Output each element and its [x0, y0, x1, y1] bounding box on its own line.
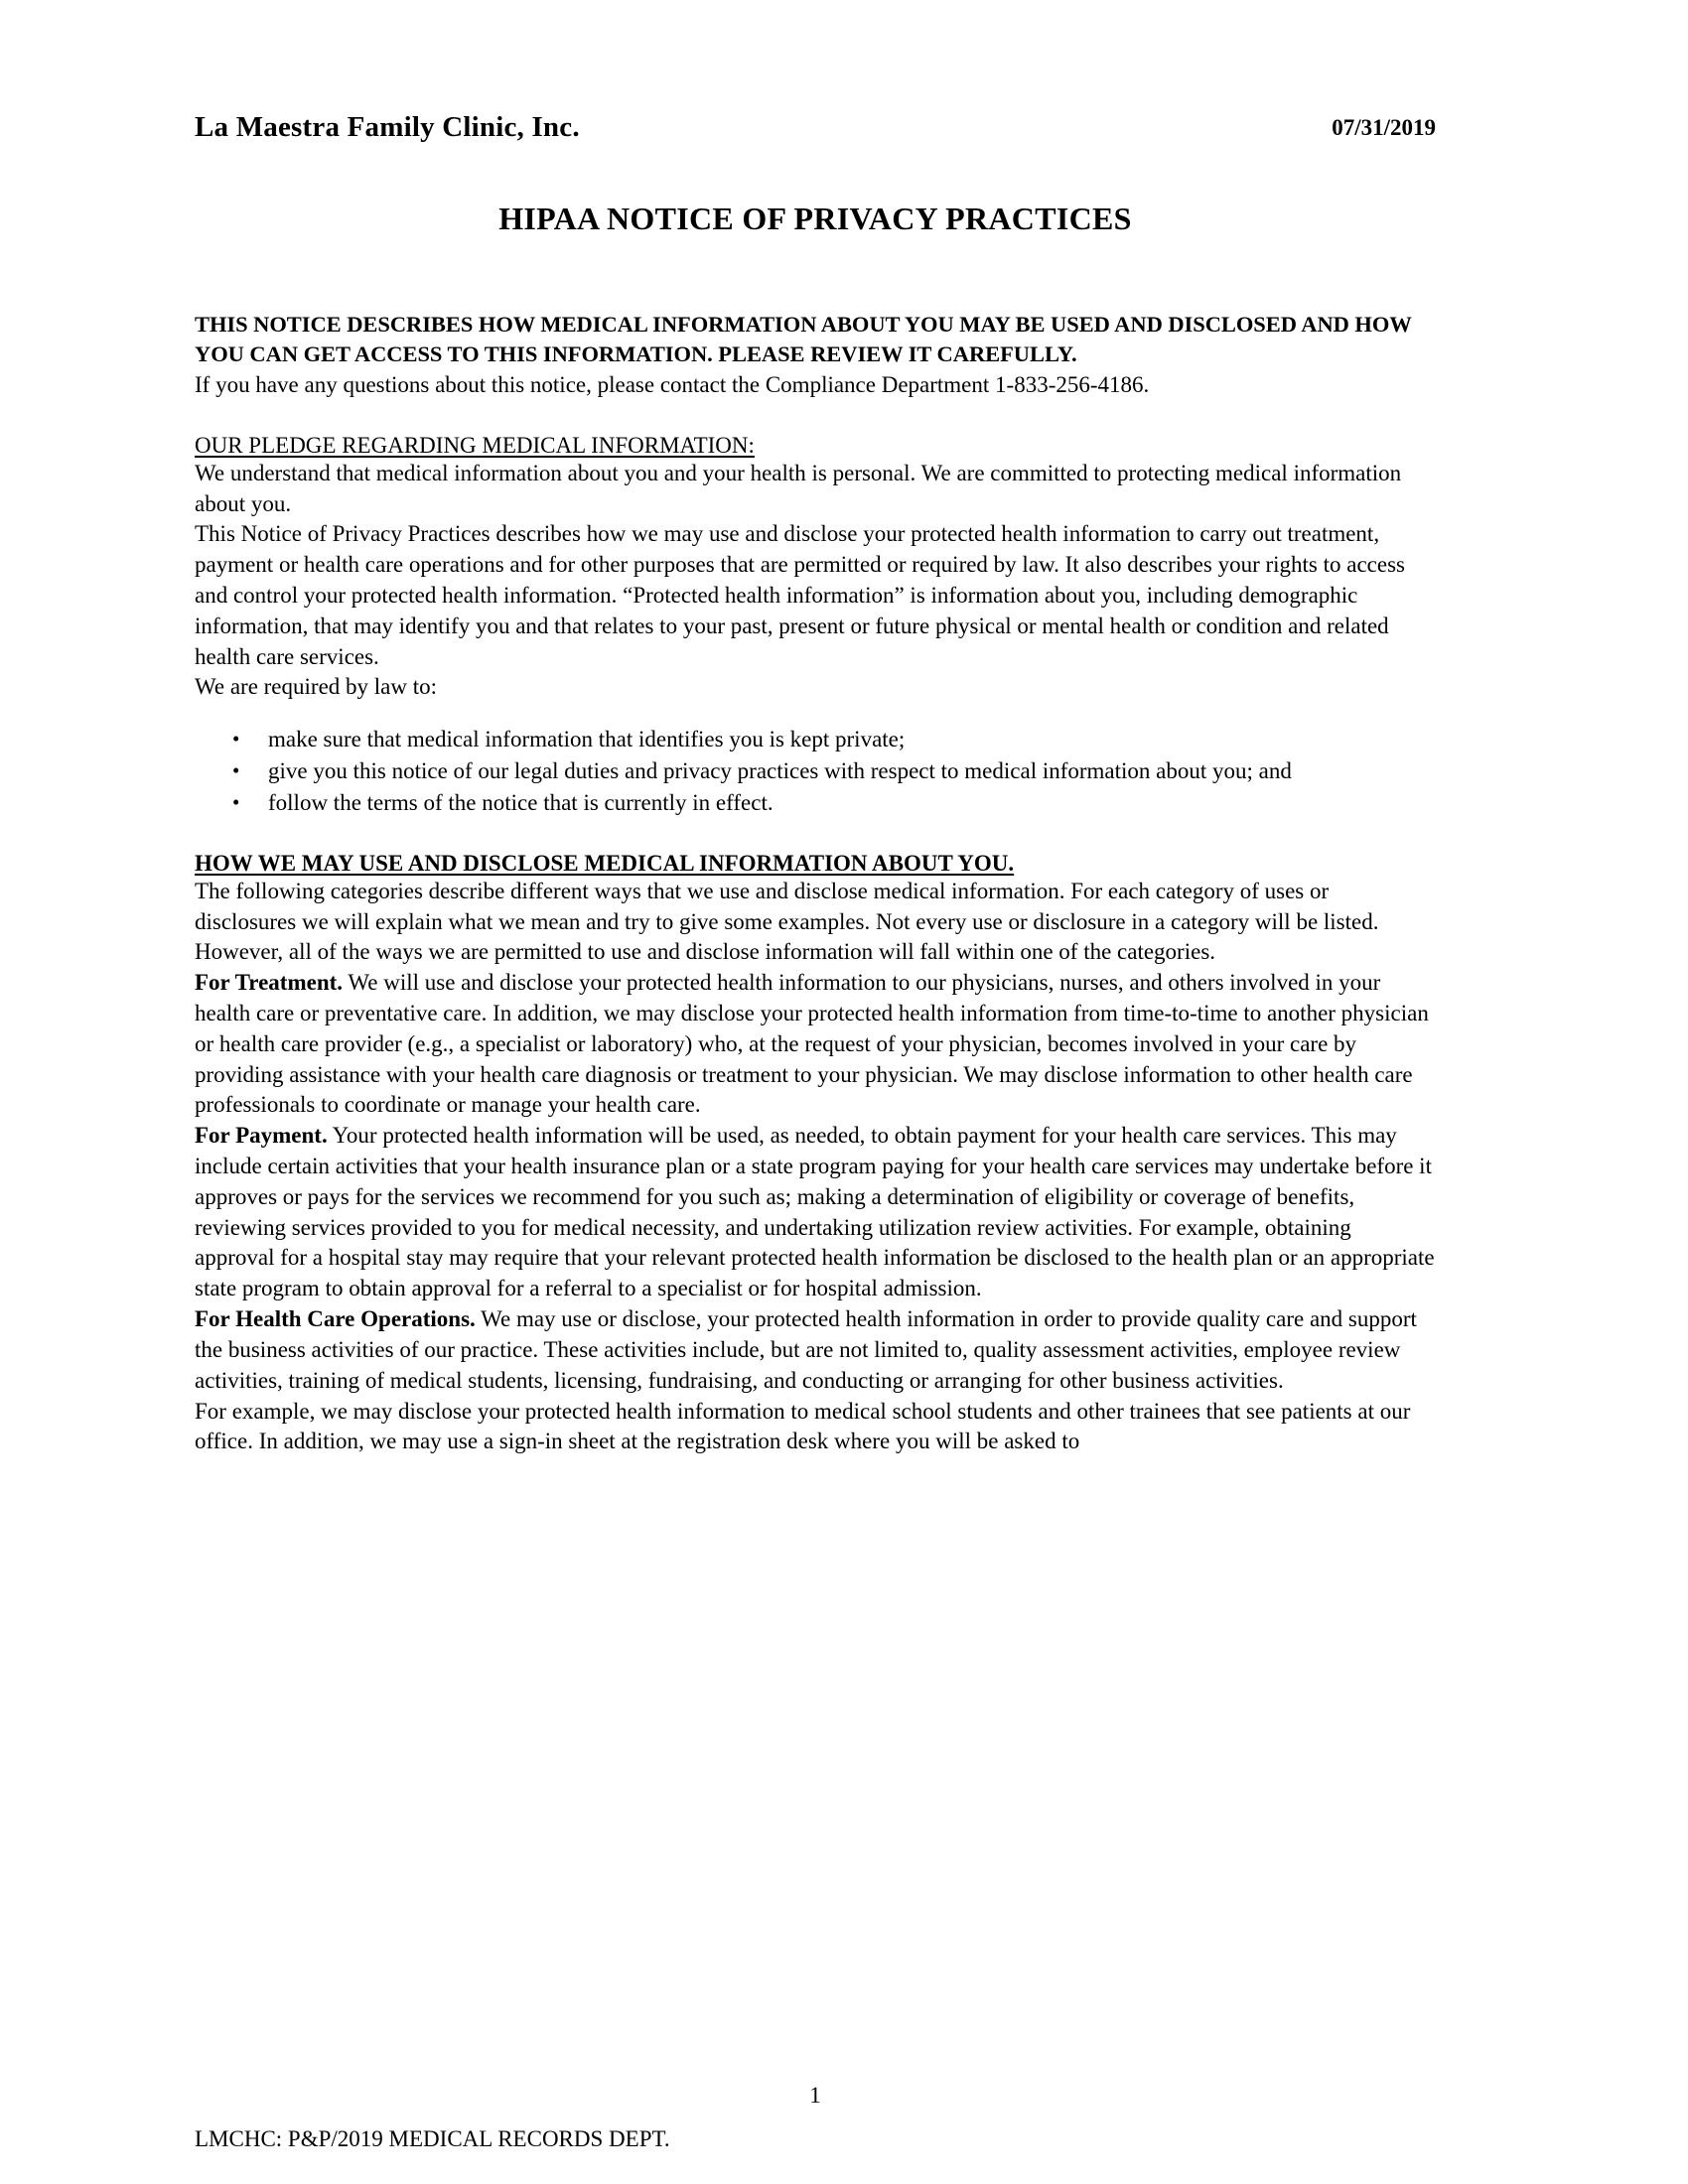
page-footer	[195, 2065, 1436, 2184]
bullet-icon: •	[232, 758, 240, 783]
section-heading-our-pledge: OUR PLEDGE REGARDING MEDICAL INFORMATION:	[195, 432, 755, 458]
list-item-label: make sure that medical information that identifies you is kept private;	[268, 727, 906, 752]
list-item-label: follow the terms of the notice that is currently in effect.	[268, 789, 774, 815]
list-item	[195, 788, 1436, 819]
list-item	[195, 725, 1436, 755]
pledge-paragraph-1: We understand that medical information about you and your health is personal. We are committed to protecting medical information about you.	[195, 460, 1402, 516]
for-treatment-text: We will use and disclose your protected health information to our physicians, nurses, and others involved in your health care or preventative care. In addition, we may disclose your protected health information from time-to-time to another physician or health care provider (e.g., a specialist or laboratory) who, at the request of your physician, becomes involved in your care by providing assistance with your health care diagnosis or treatment to your physician. We may disclose information to other health care professionals to coordinate or manage your health care.	[195, 970, 1429, 1118]
for-health-care-operations-label: For Health Care Operations.	[195, 1306, 476, 1332]
page-title: HIPAA NOTICE OF PRIVACY PRACTICES	[498, 201, 1132, 236]
required-by-law-intro: We are required by law to:	[195, 674, 438, 700]
document-content	[195, 0, 1436, 1457]
bullet-icon: •	[232, 727, 240, 751]
list-item	[195, 756, 1436, 787]
for-treatment-label: For Treatment.	[195, 970, 344, 996]
list-item-label: give you this notice of our legal duties and privacy practices with respect to medical information about you; and	[268, 758, 1292, 784]
for-payment-text: Your protected health information will be used, as needed, to obtain payment for your health care services. This may include certain activities that your health insurance plan or a state program paying for your health care services may undertake before it approves or pays for the services we recommend for you such as; making a determination of eligibility or coverage of benefits, reviewing services provided to you for medical necessity, and undertaking utilization review activities. For example, obtaining approval for a hospital stay may require that your relevant protected health information be disclosed to the health plan or an appropriate state program to obtain approval for a referral to a specialist or for hospital admission.	[195, 1123, 1435, 1301]
for-payment-paragraph	[195, 1121, 1436, 1304]
notice-statement: THIS NOTICE DESCRIBES HOW MEDICAL INFORMATION ABOUT YOU MAY BE USED AND DISCLOSED AND HOW YOU CAN GET ACCESS TO THIS INFORMATION. PLEASE REVIEW IT CAREFULLY.	[195, 312, 1412, 367]
page-number: 1	[809, 2083, 821, 2108]
for-health-care-operations-paragraph	[195, 1304, 1436, 1396]
document-date: 07/31/2019	[1332, 115, 1436, 140]
pledge-paragraph-2: This Notice of Privacy Practices describes how we may use and disclose your protected health information to carry out treatment, payment or health care operations and for other purposes that are permitted or required by law. It also describes your rights to access and control your protected health information. “Protected health information” is information about you, including demographic information, that may identify you and that relates to your past, present or future physical or mental health or condition and related health care services.	[195, 521, 1405, 669]
for-payment-label: For Payment.	[195, 1123, 328, 1149]
required-by-law-list	[195, 725, 1436, 818]
footer-note: LMCHC: P&P/2019 MEDICAL RECORDS DEPT.	[195, 2126, 670, 2151]
contact-line: If you have any questions about this notice, please contact the Compliance Department 1-833-256-4186.	[195, 371, 1150, 397]
section-heading-how-we-may-use: HOW WE MAY USE AND DISCLOSE MEDICAL INFORMATION ABOUT YOU.	[195, 850, 1015, 876]
categories-intro-paragraph: The following categories describe different ways that we use and disclose medical information. For each category of uses or disclosures we will explain what we mean and try to give some examples. Not every use or disclosure in a category will be listed. However, all of the ways we are permitted to use and disclose information will fall within one of the categories.	[195, 878, 1379, 965]
clinic-name: La Maestra Family Clinic, Inc.	[195, 111, 580, 143]
for-health-care-operations-text: We may use or disclose, your protected health information in order to provide quality care and support the business activities of our practice. These activities include, but are not limited to, quality assessment activities, employee review activities, training of medical students, licensing, fundraising, and conducting or arranging for other business activities.	[195, 1306, 1417, 1393]
document-header	[195, 111, 1436, 163]
example-paragraph: For example, we may disclose your protected health information to medical school students and other trainees that see patients at our office. In addition, we may use a sign-in sheet at the registration desk where you will be asked to	[195, 1398, 1411, 1454]
for-treatment-paragraph	[195, 968, 1436, 1121]
bullet-icon: •	[232, 789, 240, 814]
